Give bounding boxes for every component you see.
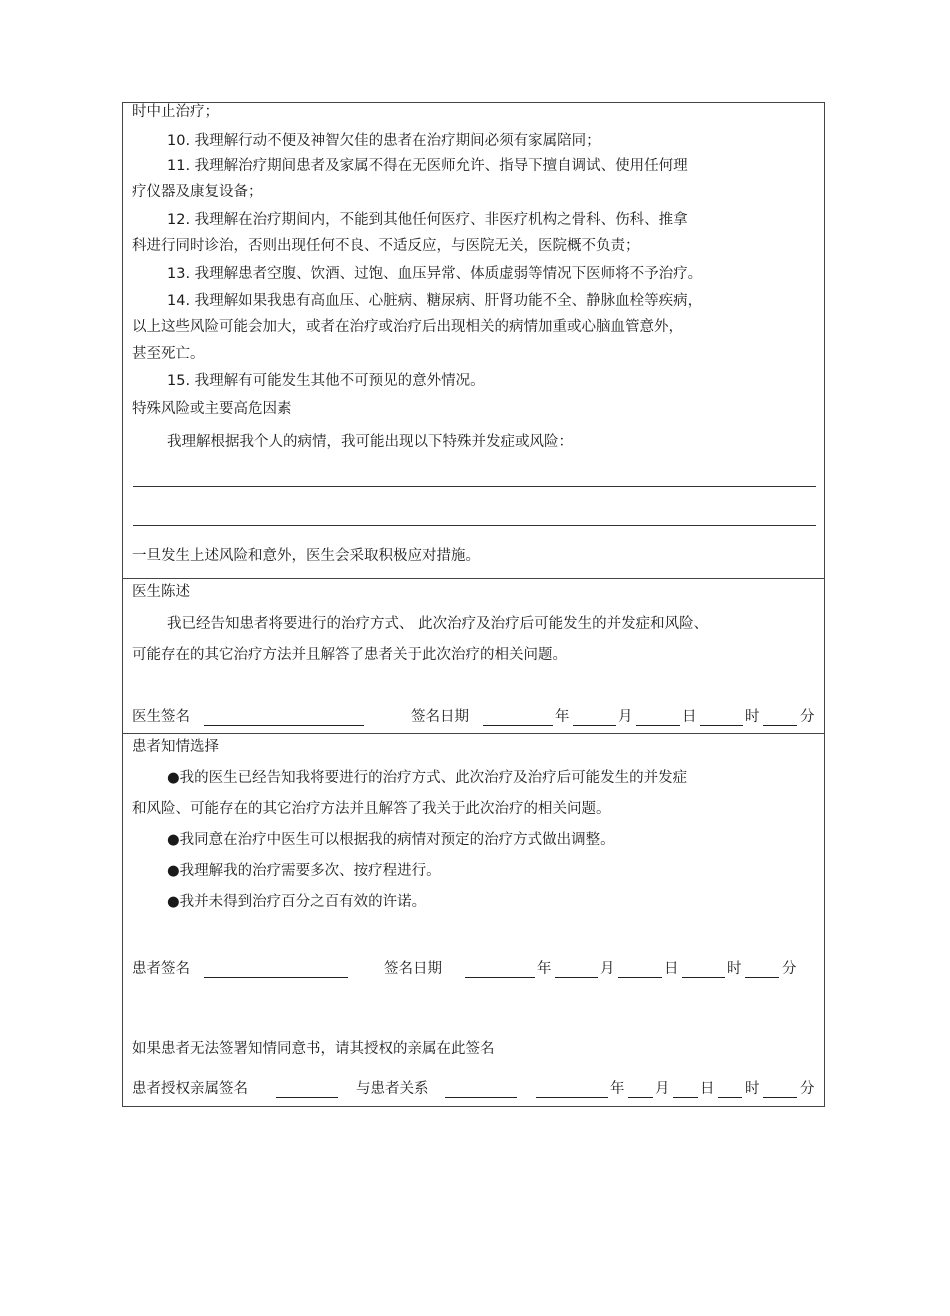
item14-line3: 甚至死亡。 <box>132 346 205 362</box>
doctor-day-field[interactable] <box>636 725 680 726</box>
proxy-hour-field[interactable] <box>718 1097 742 1098</box>
doctor-minute-label: 分 <box>800 709 815 725</box>
proxy-month-label: 月 <box>655 1081 670 1097</box>
patient-section-title: 患者知情选择 <box>132 739 219 755</box>
special-risk-title: 特殊风险或主要高危因素 <box>132 401 292 417</box>
section-divider <box>122 578 825 579</box>
item11-line2: 疗仪器及康复设备； <box>132 184 263 200</box>
patient-choice-3: ●我理解我的治疗需要多次、按疗程进行。 <box>167 863 441 879</box>
doctor-month-label: 月 <box>618 709 633 725</box>
patient-day-label: 日 <box>664 961 679 977</box>
item12-line1: 12. 我理解在治疗期间内，不能到其他任何医疗、非医疗机构之骨科、伤科、推拿 <box>167 212 688 228</box>
special-risk-footer: 一旦发生上述风险和意外，医生会采取积极应对措施。 <box>132 548 480 564</box>
doctor-year-label: 年 <box>555 709 570 725</box>
patient-minute-label: 分 <box>782 961 797 977</box>
special-risk-line-2[interactable] <box>133 525 816 526</box>
item10: 10. 我理解行动不便及神智欠佳的患者在治疗期间必须有家属陪同； <box>167 133 601 149</box>
patient-year-field[interactable] <box>465 977 535 978</box>
doctor-signature-field[interactable] <box>204 725 364 726</box>
doctor-minute-field[interactable] <box>763 725 797 726</box>
item11-line1: 11. 我理解治疗期间患者及家属不得在无医师允许、指导下擅自调试、使用任何理 <box>167 158 688 174</box>
proxy-hour-label: 时 <box>745 1081 760 1097</box>
doctor-month-field[interactable] <box>573 725 616 726</box>
section-divider <box>122 733 825 734</box>
doctor-year-field[interactable] <box>483 725 553 726</box>
doctor-date-label: 签名日期 <box>411 709 469 725</box>
patient-choice-4: ●我并未得到治疗百分之百有效的许诺。 <box>167 894 427 910</box>
doctor-hour-field[interactable] <box>700 725 743 726</box>
proxy-year-label: 年 <box>610 1081 625 1097</box>
special-risk-intro: 我理解根据我个人的病情，我可能出现以下特殊并发症或风险： <box>167 434 573 450</box>
item15: 15. 我理解有可能发生其他不可预见的意外情况。 <box>167 373 485 389</box>
proxy-day-label: 日 <box>700 1081 715 1097</box>
patient-hour-field[interactable] <box>682 977 725 978</box>
item12-line2: 科进行同时诊治，否则出现任何不良、不适反应，与医院无关，医院概不负责； <box>132 238 640 254</box>
patient-day-field[interactable] <box>618 977 662 978</box>
proxy-sign-label: 患者授权亲属签名 <box>132 1081 248 1097</box>
item13: 13. 我理解患者空腹、饮酒、过饱、血压异常、体质虚弱等情况下医师将不予治疗。 <box>167 266 703 282</box>
patient-sign-label: 患者签名 <box>132 961 190 977</box>
doctor-statement-line2: 可能存在的其它治疗方法并且解答了患者关于此次治疗的相关问题。 <box>132 647 567 663</box>
doctor-statement-line1: 我已经告知患者将要进行的治疗方式、 此次治疗及治疗后可能发生的并发症和风险、 <box>167 616 709 632</box>
relation-label: 与患者关系 <box>356 1081 429 1097</box>
proxy-month-field[interactable] <box>628 1097 653 1098</box>
patient-choice-2: ●我同意在治疗中医生可以根据我的病情对预定的治疗方式做出调整。 <box>167 832 615 848</box>
patient-choice-1-line2: 和风险、可能存在的其它治疗方法并且解答了我关于此次治疗的相关问题。 <box>132 801 611 817</box>
patient-hour-label: 时 <box>727 961 742 977</box>
patient-year-label: 年 <box>537 961 552 977</box>
proxy-minute-label: 分 <box>800 1081 815 1097</box>
proxy-note: 如果患者无法签署知情同意书，请其授权的亲属在此签名 <box>132 1041 495 1057</box>
patient-signature-field[interactable] <box>204 977 348 978</box>
proxy-year-field[interactable] <box>536 1097 608 1098</box>
doctor-sign-label: 医生签名 <box>132 709 190 725</box>
item14-line1: 14. 我理解如果我患有高血压、心脏病、糖尿病、肝肾功能不全、静脉血栓等疾病， <box>167 293 703 309</box>
item14-line2: 以上这些风险可能会加大，或者在治疗或治疗后出现相关的病情加重或心脑血管意外， <box>132 319 683 335</box>
patient-month-label: 月 <box>600 961 615 977</box>
proxy-signature-field[interactable] <box>276 1097 338 1098</box>
patient-date-label: 签名日期 <box>384 961 442 977</box>
proxy-minute-field[interactable] <box>763 1097 797 1098</box>
doctor-hour-label: 时 <box>745 709 760 725</box>
item9-tail: 时中止治疗； <box>132 104 219 120</box>
patient-minute-field[interactable] <box>745 977 779 978</box>
special-risk-line-1[interactable] <box>133 486 816 487</box>
doctor-day-label: 日 <box>682 709 697 725</box>
doctor-section-title: 医生陈述 <box>132 584 190 600</box>
proxy-day-field[interactable] <box>673 1097 698 1098</box>
patient-choice-1-line1: ●我的医生已经告知我将要进行的治疗方式、此次治疗及治疗后可能发生的并发症 <box>167 770 688 786</box>
patient-month-field[interactable] <box>555 977 598 978</box>
relation-field[interactable] <box>445 1097 517 1098</box>
